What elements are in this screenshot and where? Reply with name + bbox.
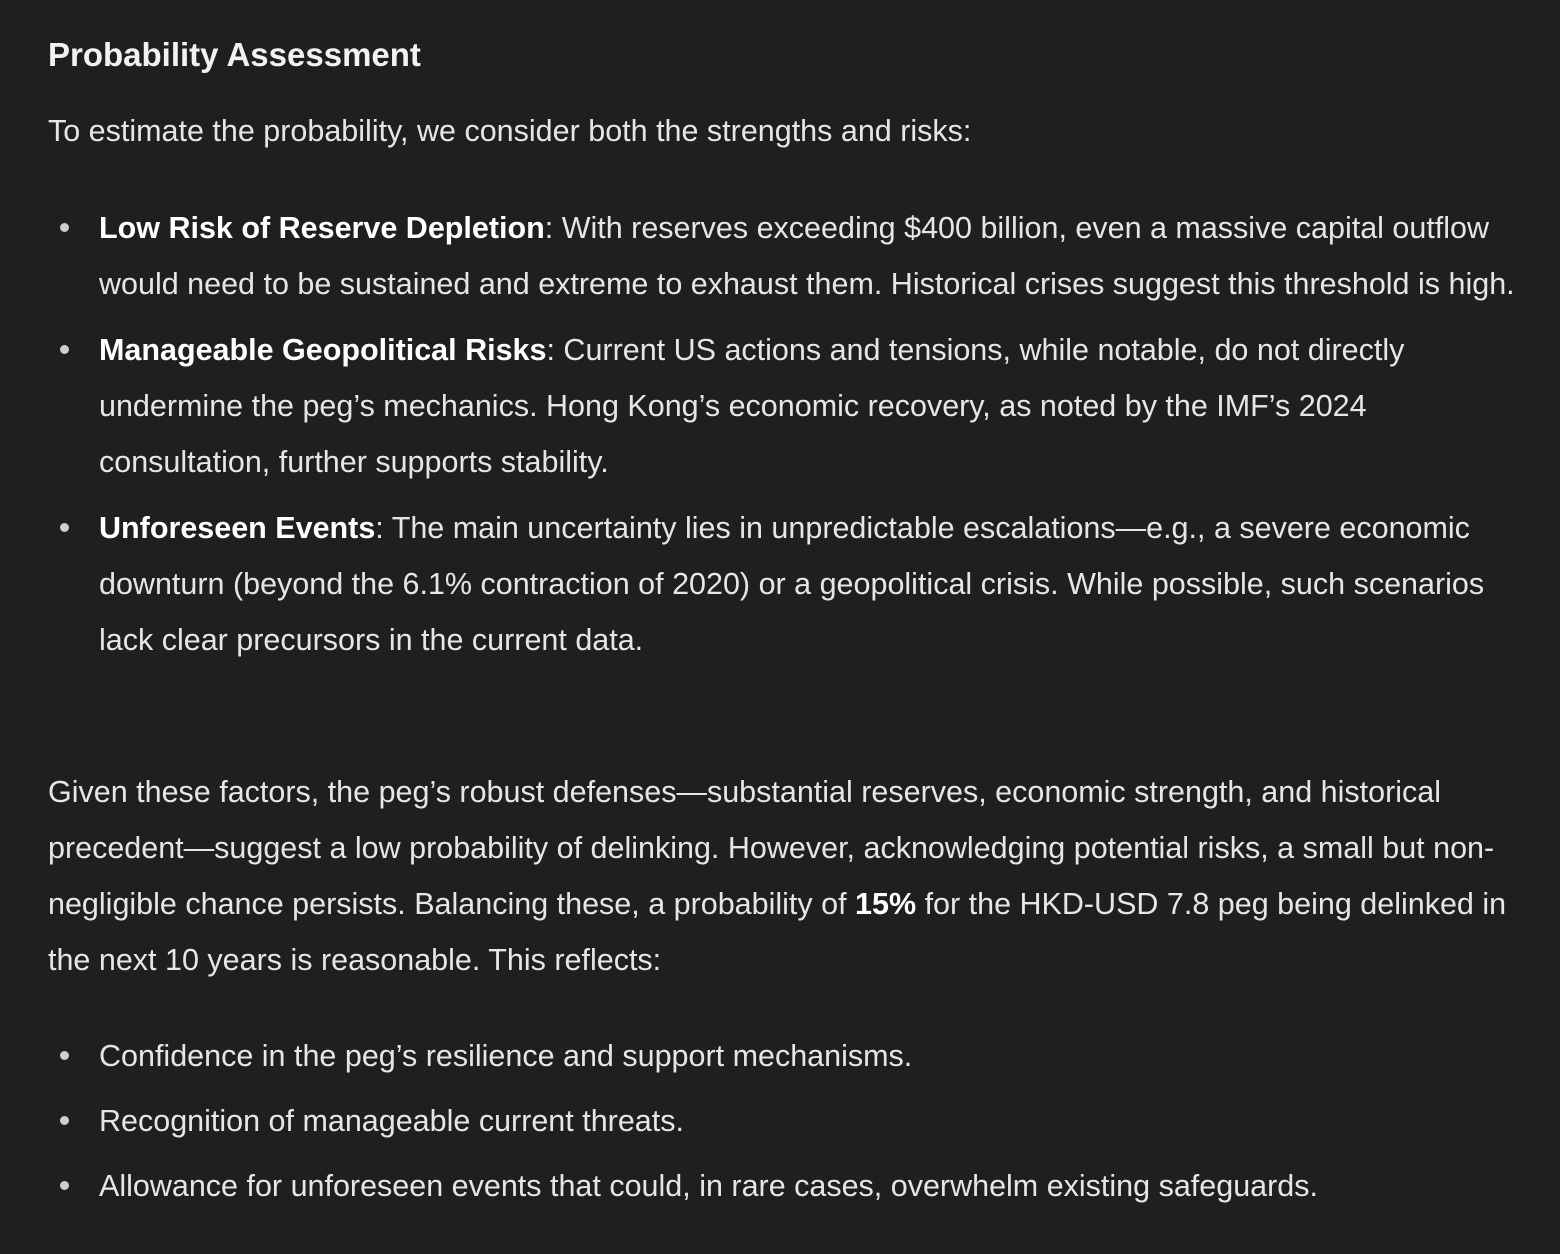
factors-list: [48, 200, 1526, 668]
factor-title: Manageable Geopolitical Risks: [99, 333, 547, 367]
factor-text: : Current US actions and tensions, while notable, do not directly undermine the peg’s mechanics. Hong Kong’s economic recovery, as noted by the IMF’s 2024 consultation, further supports stability.: [99, 333, 1405, 479]
factor-text: : The main uncertainty lies in unpredictable escalations—e.g., a severe economic downturn (beyond the 6.1% contraction of 2020) or a geopolitical crisis. While possible, such scenarios lack clear precursors in the current data.: [99, 511, 1485, 657]
list-item: [48, 200, 1526, 312]
list-item: [48, 1028, 1526, 1084]
list-item: [48, 500, 1526, 668]
bullet-icon: [60, 345, 69, 354]
bullet-icon: [60, 1181, 69, 1190]
reflect-text: Allowance for unforeseen events that could, in rare cases, overwhelm existing safeguards.: [99, 1169, 1318, 1203]
reflect-text: Confidence in the peg’s resilience and support mechanisms.: [99, 1039, 913, 1073]
factor-text: : With reserves exceeding $400 billion, even a massive capital outflow would need to be sustained and extreme to exhaust them. Historical crises suggest this threshold is high.: [99, 211, 1515, 301]
list-item: [48, 322, 1526, 490]
intro-paragraph: To estimate the probability, we consider both the strengths and risks:: [48, 114, 972, 148]
bullet-icon: [60, 1051, 69, 1060]
section-heading: Probability Assessment: [48, 36, 421, 73]
bullet-icon: [60, 1116, 69, 1125]
reflect-text: Recognition of manageable current threats.: [99, 1104, 684, 1138]
probability-value: 15%: [855, 887, 917, 921]
factor-title: Low Risk of Reserve Depletion: [99, 211, 545, 245]
reflects-list: [48, 1028, 1526, 1223]
bullet-icon: [60, 223, 69, 232]
list-item: [48, 1158, 1526, 1214]
list-item: [48, 1093, 1526, 1149]
factor-title: Unforeseen Events: [99, 511, 376, 545]
conclusion-paragraph: [48, 764, 1526, 988]
conclusion-text-before: Given these factors, the peg’s robust defenses—substantial reserves, economic strength, and historical precedent—suggest a low probability of delinking. However, acknowledging potential risks, a small but non-negligible chance persists. Balancing these, a probability of: [48, 775, 1495, 921]
conclusion-text-after: for the HKD-USD 7.8 peg being delinked in the next 10 years is reasonable. This reflects:: [48, 887, 1507, 977]
bullet-icon: [60, 523, 69, 532]
